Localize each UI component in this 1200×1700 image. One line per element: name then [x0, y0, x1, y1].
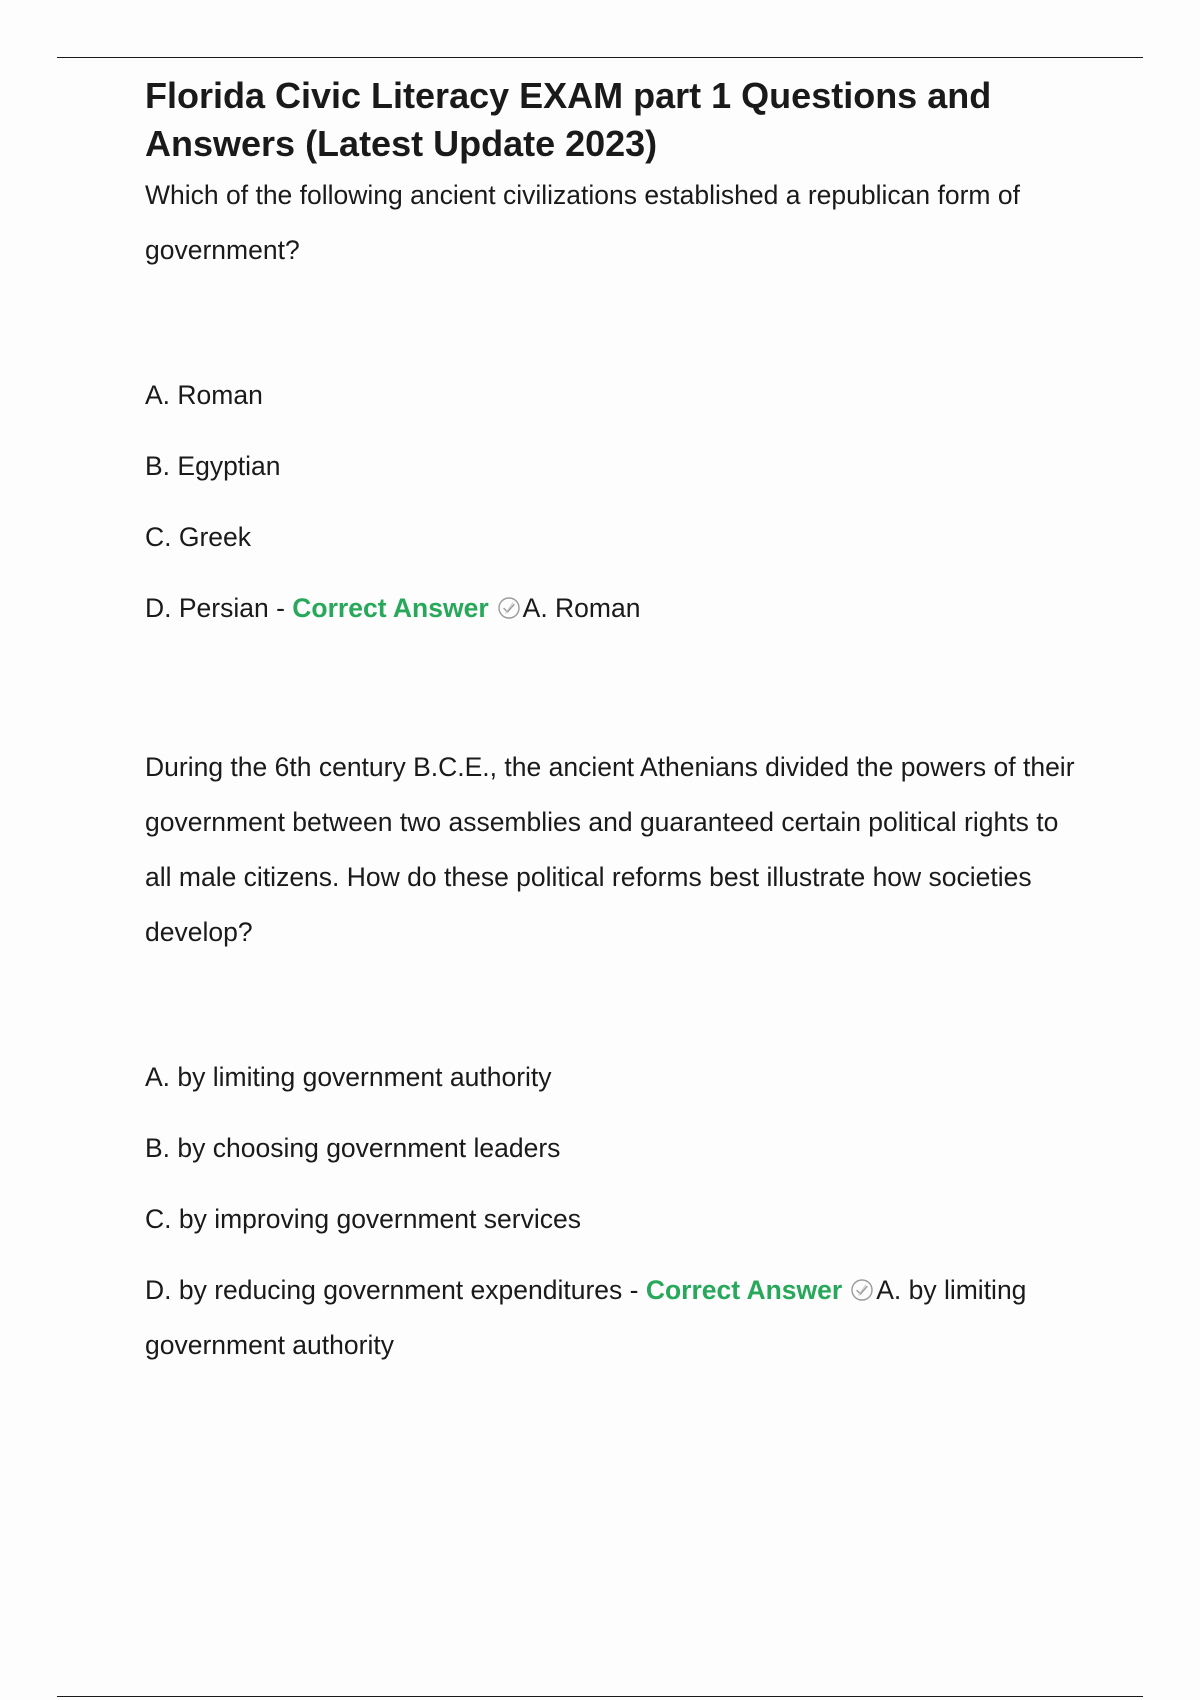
option-list [145, 368, 1085, 636]
correct-answer-value: A. by limiting government authority [145, 1275, 1027, 1360]
question-text: Which of the following ancient civilizations established a republican form of government? [145, 180, 1020, 265]
question-2 [145, 740, 1085, 1373]
correct-answer-label: Correct Answer [292, 593, 489, 623]
option-list [145, 1050, 1085, 1373]
question-1 [145, 168, 1085, 636]
option-b: B. by choosing government leaders [145, 1133, 561, 1163]
answer-separator: - [268, 593, 293, 623]
check-circle-icon [497, 584, 521, 608]
option-a: A. Roman [145, 380, 263, 410]
check-circle-icon [850, 1266, 874, 1290]
option-b: B. Egyptian [145, 451, 281, 481]
document-title: Florida Civic Literacy EXAM part 1 Questions and Answers (Latest Update 2023) [145, 75, 992, 164]
option-d: D. by reducing government expenditures [145, 1275, 623, 1305]
option-c: C. Greek [145, 522, 252, 552]
correct-answer-value: A. Roman [522, 593, 641, 623]
option-d: D. Persian [145, 593, 269, 623]
document-page [145, 72, 1085, 1389]
top-rule [57, 57, 1143, 58]
option-a: A. by limiting government authority [145, 1062, 552, 1092]
question-text: During the 6th century B.C.E., the ancient Athenians divided the powers of their government between two assemblies and guaranteed certain political rights to all male citizens. How do these political reforms best illustrate how societies develop? [145, 752, 1075, 947]
correct-answer-label: Correct Answer [645, 1275, 843, 1305]
option-d-with-answer [145, 1263, 1085, 1373]
bottom-rule [57, 1696, 1143, 1697]
answer-separator: - [622, 1275, 646, 1305]
option-c: C. by improving government services [145, 1204, 581, 1234]
option-d-with-answer [145, 581, 1085, 636]
